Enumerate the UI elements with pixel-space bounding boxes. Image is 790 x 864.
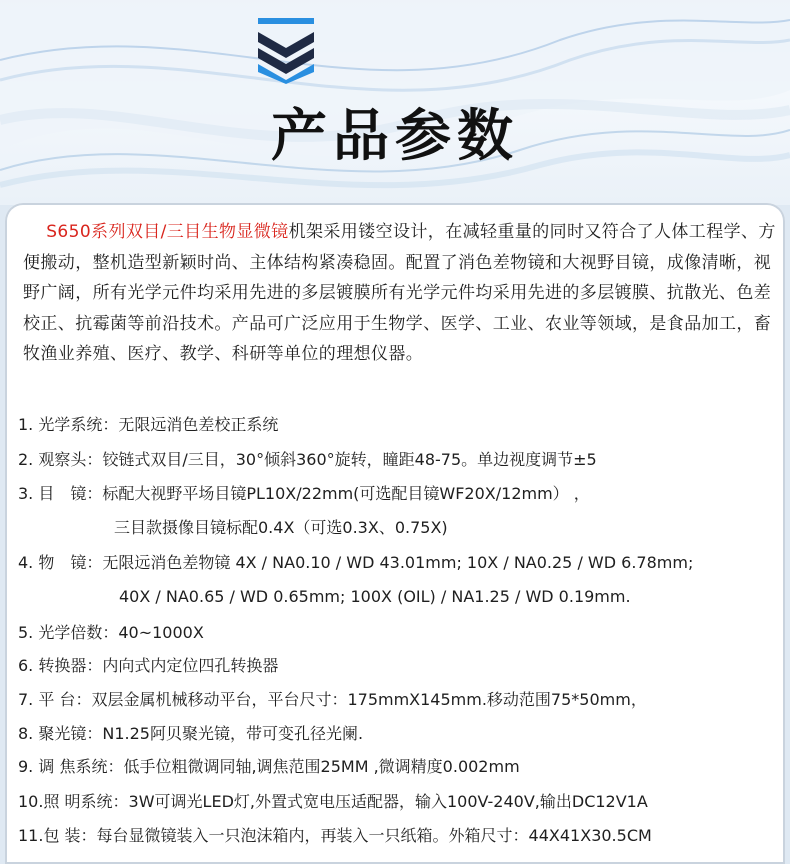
intro-paragraph <box>23 217 785 370</box>
spec-item-nosepiece <box>18 656 278 676</box>
spec-item-packaging <box>18 826 652 846</box>
spec-value: 标配大视野平场目镜PL10X/22mm(可选配目镜WF20X/12mm） ， <box>102 484 590 503</box>
spec-continuation: 三目款摄像目镜标配0.4X（可选0.3X、0.75X) <box>114 518 448 537</box>
spec-value: 40~1000X <box>118 623 204 642</box>
spec-value: 内向式内定位四孔转换器 <box>102 656 279 675</box>
spec-item-objective <box>18 553 693 573</box>
triple-chevron-down-icon <box>258 18 314 84</box>
spec-label: 1. 光学系统： <box>18 415 119 434</box>
spec-label: 10.照 明系统： <box>18 792 129 811</box>
spec-item-magnification <box>18 623 204 643</box>
header-banner <box>0 0 790 205</box>
spec-item-optical-system <box>18 415 278 435</box>
spec-value: N1.25阿贝聚光镜，带可变孔径光阑. <box>102 724 364 743</box>
spec-label: 11.包 装： <box>18 826 97 845</box>
spec-label: 5. 光学倍数： <box>18 623 119 642</box>
spec-label: 8. 聚光镜： <box>18 724 103 743</box>
product-name-highlight: S650系列双目/三目生物显微镜 <box>46 222 289 242</box>
spec-value: 无限远消色差物镜 4X / NA0.10 / WD 43.01mm; 10X / NA0.25 / WD 6.78mm; <box>102 553 694 572</box>
spec-label: 4. 物 镜： <box>18 553 103 572</box>
spec-value: 铰链式双目/三目，30°倾斜360°旋转，瞳距48-75。单边视度调节±5 <box>102 450 597 469</box>
spec-item-viewing-head <box>18 450 597 470</box>
spec-label: 3. 目 镜： <box>18 484 103 503</box>
spec-label: 9. 调 焦系统： <box>18 757 124 776</box>
spec-label: 2. 观察头： <box>18 450 103 469</box>
spec-label: 7. 平 台： <box>18 690 92 709</box>
spec-item-condenser <box>18 724 363 744</box>
spec-label: 6. 转换器： <box>18 656 103 675</box>
spec-value: 双层金属机械移动平台，平台尺寸：175mmX145mm.移动范围75*50mm， <box>91 690 647 709</box>
spec-item-stage <box>18 690 647 710</box>
page-title: 产品参数 <box>271 104 519 169</box>
spec-continuation: 40X / NA0.65 / WD 0.65mm; 100X (OIL) / NA1.25 / WD 0.19mm. <box>119 587 631 606</box>
spec-item-illumination <box>18 792 648 812</box>
spec-value: 低手位粗微调同轴,调焦范围25MM ,微调精度0.002mm <box>123 757 520 776</box>
spec-item-eyepiece <box>18 484 590 504</box>
spec-item-focusing <box>18 757 520 777</box>
intro-text: 机架采用镂空设计，在减轻重量的同时又符合了人体工程学、方便搬动，整机造型新颖时尚、主体结构紧凑稳固。配置了消色差物镜和大视野目镜，成像清晰，视野广阔，所有光学元件均采用先进的多层镀膜所有光学元件均采用先进的多层镀膜、抗散光、色差校正、抗霉菌等前沿技术。产品可广泛应用于生物学、医学、工业、农业等领域，是食品加工，畜牧渔业养殖、医疗、教学、科研等单位的理想仪器。 <box>23 222 776 364</box>
spec-value: 3W可调光LED灯,外置式宽电压适配器，输入100V-240V,输出DC12V1A <box>128 792 648 811</box>
spec-value: 无限远消色差校正系统 <box>118 415 279 434</box>
spec-value: 每台显微镜装入一只泡沫箱内，再装入一只纸箱。外箱尺寸：44X41X30.5CM <box>96 826 652 845</box>
content-panel <box>5 203 785 864</box>
